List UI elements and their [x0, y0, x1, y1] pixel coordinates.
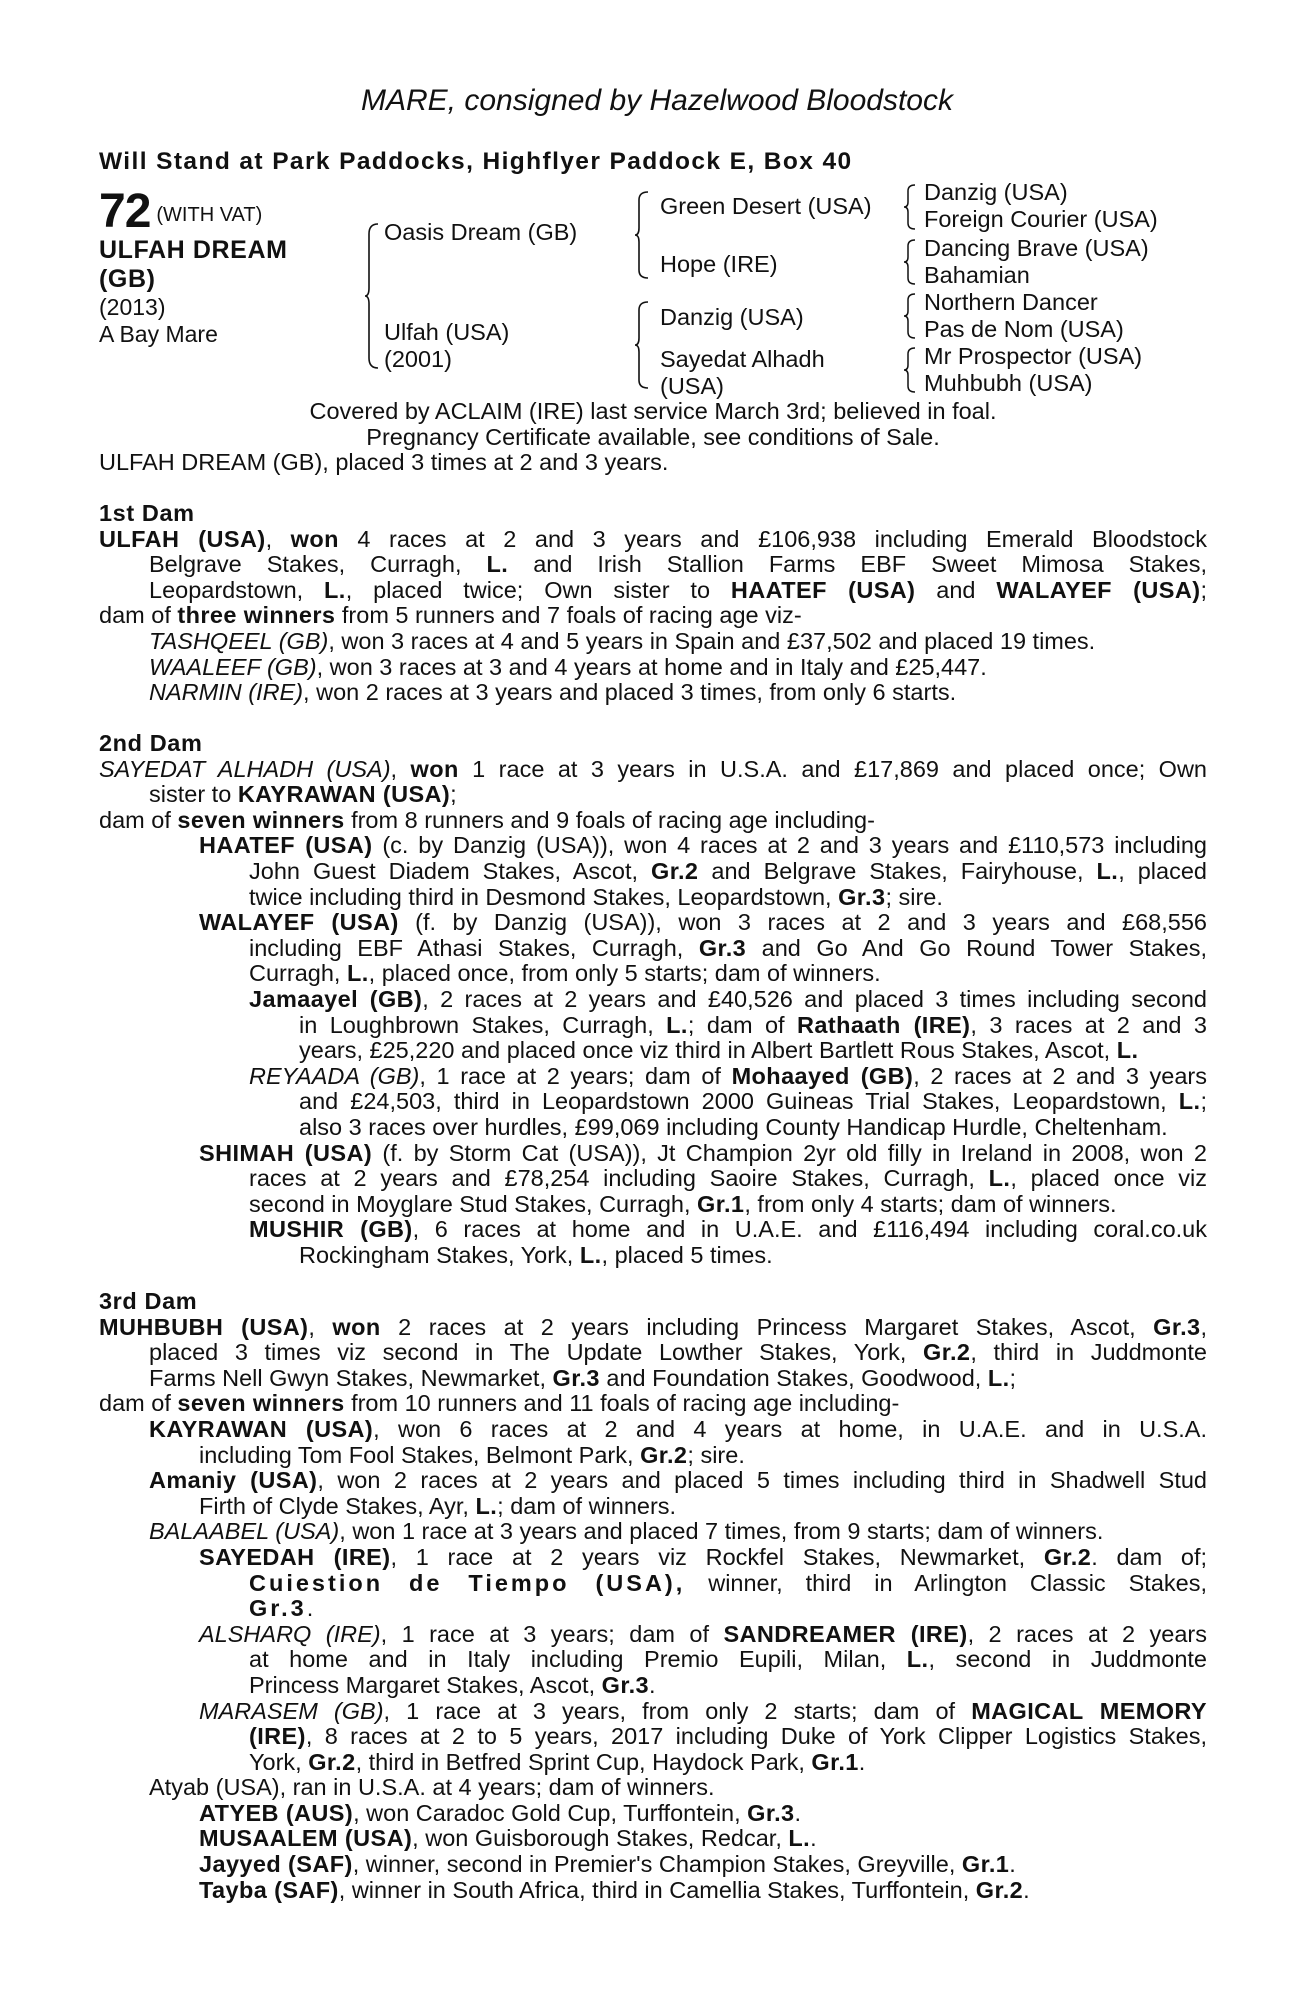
- second-dam-line: MUSHIR (GB), 6 races at home and in U.A.E. and £116,494 including coral.co.uk: [249, 1216, 1208, 1243]
- second-dam-line: twice including third in Desmond Stakes, Leopardstown, Gr.3; sire.: [249, 883, 943, 910]
- second-dam-line: dam of seven winners from 8 runners and 9 foals of racing age including-: [99, 806, 875, 833]
- third-dam-line: Gr.3.: [249, 1595, 314, 1622]
- race-record: ULFAH DREAM (GB), placed 3 times at 2 and 3 years.: [99, 449, 669, 476]
- second-dam-line: WALAYEF (USA) (f. by Danzig (USA)), won 3 races at 2 and 3 years and £68,556: [199, 909, 1207, 936]
- third-dam-line: Tayba (SAF), winner in South Africa, third in Camellia Stakes, Turffontein, Gr.2.: [199, 1876, 1030, 1903]
- second-dam-line: in Loughbrown Stakes, Curragh, L.; dam of Rathaath (IRE), 3 races at 2 and 3: [299, 1011, 1208, 1038]
- pregnancy-note: Pregnancy Certificate available, see conditions of Sale.: [366, 423, 940, 450]
- third-dam-heading: 3rd Dam: [99, 1288, 198, 1314]
- third-dam-line: Princess Margaret Stakes, Ascot, Gr.3.: [249, 1671, 656, 1698]
- pedigree-gg1: Danzig (USA): [924, 179, 1068, 205]
- second-dam-line: second in Moyglare Stud Stakes, Curragh, Gr.1, from only 4 starts; dam of winners.: [249, 1190, 1117, 1217]
- second-dam-section: [99, 731, 1207, 1268]
- third-dam-line: ATYEB (AUS), won Caradoc Gold Cup, Turffontein, Gr.3.: [199, 1799, 802, 1826]
- pedigree-brace-g78: [903, 346, 917, 394]
- sale-notes: [99, 399, 1207, 476]
- third-dam-line: York, Gr.2, third in Betfred Sprint Cup, Haydock Park, Gr.1.: [249, 1748, 866, 1775]
- second-dam-line: sister to KAYRAWAN (USA);: [149, 781, 457, 808]
- third-dam-line: MUHBUBH (USA), won 2 races at 2 years including Princess Margaret Stakes, Ascot, Gr.3,: [99, 1313, 1207, 1340]
- lot-number: 72: [99, 185, 151, 238]
- third-dam-line: (IRE), 8 races at 2 to 5 years, 2017 including Duke of York Clipper Logistics Stakes,: [249, 1723, 1207, 1750]
- horse-year: (2013): [99, 294, 166, 320]
- pedigree-dam-sire: Danzig (USA): [660, 304, 804, 330]
- second-dam-line: REYAADA (GB), 1 race at 2 years; dam of Mohaayed (GB), 2 races at 2 and 3 years: [249, 1062, 1207, 1089]
- third-dam-line: MUSAALEM (USA), won Guisborough Stakes, Redcar, L..: [199, 1825, 817, 1852]
- third-dam-line: SAYEDAH (IRE), 1 race at 2 years viz Rockfel Stakes, Newmarket, Gr.2. dam of;: [199, 1543, 1207, 1570]
- first-dam-line: TASHQEEL (GB), won 3 races at 4 and 5 years in Spain and £37,502 and placed 19 times.: [149, 627, 1096, 654]
- second-dam-line: SHIMAH (USA) (f. by Storm Cat (USA)), Jt Champion 2yr old filly in Ireland in 2008, won 2: [199, 1139, 1207, 1166]
- third-dam-line: Cuiestion de Tiempo (USA), winner, third in Arlington Classic Stakes,: [249, 1569, 1207, 1596]
- first-dam-section: [99, 501, 1207, 706]
- pedigree-brace-main: [364, 222, 380, 370]
- pedigree-sire-sire: Green Desert (USA): [660, 193, 872, 219]
- second-dam-line: years, £25,220 and placed once viz third in Albert Bartlett Rous Stakes, Ascot, L.: [299, 1037, 1139, 1064]
- second-dam-line: Curragh, L., placed once, from only 5 starts; dam of winners.: [249, 960, 881, 987]
- pedigree-gg6: Pas de Nom (USA): [924, 316, 1124, 342]
- first-dam-line: ULFAH (USA), won 4 races at 2 and 3 years and £106,938 including Emerald Bloodstock: [99, 525, 1207, 552]
- third-dam-line: Firth of Clyde Stakes, Ayr, L.; dam of winners.: [199, 1492, 677, 1519]
- horse-name: [99, 236, 339, 294]
- page-title: MARE, consigned by Hazelwood Bloodstock: [361, 84, 953, 117]
- horse-meta: [99, 294, 218, 348]
- horse-description: A Bay Mare: [99, 321, 218, 347]
- second-dam-line: Rockingham Stakes, York, L., placed 5 times.: [299, 1241, 773, 1268]
- first-dam-line: Belgrave Stakes, Curragh, L. and Irish Stallion Farms EBF Sweet Mimosa Stakes,: [149, 551, 1207, 578]
- third-dam-line: placed 3 times viz second in The Update Lowther Stakes, York, Gr.2, third in Juddmonte: [149, 1339, 1207, 1366]
- covered-note: Covered by ACLAIM (IRE) last service March 3rd; believed in foal.: [309, 398, 997, 424]
- third-dam-line: KAYRAWAN (USA), won 6 races at 2 and 4 years at home, in U.A.E. and in U.S.A.: [149, 1415, 1207, 1442]
- pedigree-brace-g12: [903, 183, 917, 231]
- pedigree-sire-dam: Hope (IRE): [660, 251, 778, 277]
- stand-location: Will Stand at Park Paddocks, Highflyer Paddock E, Box 40: [99, 148, 853, 175]
- pedigree-brace-g56: [903, 292, 917, 340]
- first-dam-line: NARMIN (IRE), won 2 races at 3 years and placed 3 times, from only 6 starts.: [149, 679, 957, 706]
- first-dam-line: WAALEEF (GB), won 3 races at 3 and 4 years at home and in Italy and £25,447.: [149, 653, 987, 680]
- pedigree-gg4: Bahamian: [924, 262, 1030, 288]
- third-dam-line: ALSHARQ (IRE), 1 race at 3 years; dam of SANDREAMER (IRE), 2 races at 2 years: [199, 1620, 1208, 1647]
- second-dam-line: races at 2 years and £78,254 including Saoire Stakes, Curragh, L., placed once viz: [249, 1165, 1208, 1192]
- pedigree-gg5: Northern Dancer: [924, 289, 1098, 315]
- third-dam-line: Farms Nell Gwyn Stakes, Newmarket, Gr.3 and Foundation Stakes, Goodwood, L.;: [149, 1364, 1017, 1391]
- first-dam-heading: 1st Dam: [99, 500, 195, 526]
- second-dam-line: SAYEDAT ALHADH (USA), won 1 race at 3 years in U.S.A. and £17,869 and placed once; Own: [99, 755, 1208, 782]
- third-dam-line: Jayyed (SAF), winner, second in Premier's Champion Stakes, Greyville, Gr.1.: [199, 1851, 1016, 1878]
- horse-name-line1: ULFAH DREAM: [99, 236, 288, 264]
- lot-vat: (WITH VAT): [156, 204, 263, 226]
- third-dam-section: [99, 1289, 1207, 1903]
- pedigree-dam-year: (2001): [384, 346, 452, 372]
- first-dam-line: dam of three winners from 5 runners and 7 foals of racing age viz-: [99, 602, 802, 629]
- lot-number-block: [99, 184, 262, 239]
- second-dam-line: Jamaayel (GB), 2 races at 2 years and £40,526 and placed 3 times including second: [249, 985, 1207, 1012]
- pedigree-dam-dam-line1: Sayedat Alhadh: [660, 346, 825, 372]
- first-dam-line: Leopardstown, L., placed twice; Own sister to HAATEF (USA) and WALAYEF (USA);: [149, 576, 1207, 603]
- second-dam-heading: 2nd Dam: [99, 730, 203, 756]
- pedigree-dam-dam-line2: (USA): [660, 373, 724, 399]
- second-dam-line: HAATEF (USA) (c. by Danzig (USA)), won 4 races at 2 and 3 years and £110,573 including: [199, 832, 1207, 859]
- pedigree-gg3: Dancing Brave (USA): [924, 235, 1149, 261]
- pedigree-brace-dam: [634, 300, 650, 390]
- second-dam-line: including EBF Athasi Stakes, Curragh, Gr.3 and Go And Go Round Tower Stakes,: [249, 934, 1207, 961]
- pedigree-gg2: Foreign Courier (USA): [924, 206, 1158, 232]
- third-dam-line: BALAABEL (USA), won 1 race at 3 years and placed 7 times, from 9 starts; dam of winners.: [149, 1518, 1104, 1545]
- third-dam-line: including Tom Fool Stakes, Belmont Park, Gr.2; sire.: [199, 1441, 745, 1468]
- pedigree-gg7: Mr Prospector (USA): [924, 343, 1143, 369]
- second-dam-line: John Guest Diadem Stakes, Ascot, Gr.2 and Belgrave Stakes, Fairyhouse, L., placed: [249, 857, 1207, 884]
- third-dam-line: MARASEM (GB), 1 race at 3 years, from only 2 starts; dam of MAGICAL MEMORY: [199, 1697, 1207, 1724]
- third-dam-line: dam of seven winners from 10 runners and 11 foals of racing age including-: [99, 1390, 900, 1417]
- horse-name-line2: (GB): [99, 265, 156, 293]
- third-dam-line: Atyab (USA), ran in U.S.A. at 4 years; dam of winners.: [149, 1774, 715, 1801]
- second-dam-line: also 3 races over hurdles, £99,069 including County Handicap Hurdle, Cheltenham.: [299, 1113, 1168, 1140]
- pedigree-dam: Ulfah (USA): [384, 319, 510, 345]
- third-dam-line: at home and in Italy including Premio Eupili, Milan, L., second in Juddmonte: [249, 1646, 1207, 1673]
- pedigree-sire: Oasis Dream (GB): [384, 219, 578, 245]
- third-dam-line: Amaniy (USA), won 2 races at 2 years and placed 5 times including third in Shadwell Stud: [149, 1467, 1207, 1494]
- second-dam-line: and £24,503, third in Leopardstown 2000 Guineas Trial Stakes, Leopardstown, L.;: [299, 1088, 1207, 1115]
- pedigree-brace-sire: [634, 190, 650, 280]
- pedigree-brace-g34: [903, 238, 917, 286]
- pedigree-gg8: Muhbubh (USA): [924, 370, 1093, 396]
